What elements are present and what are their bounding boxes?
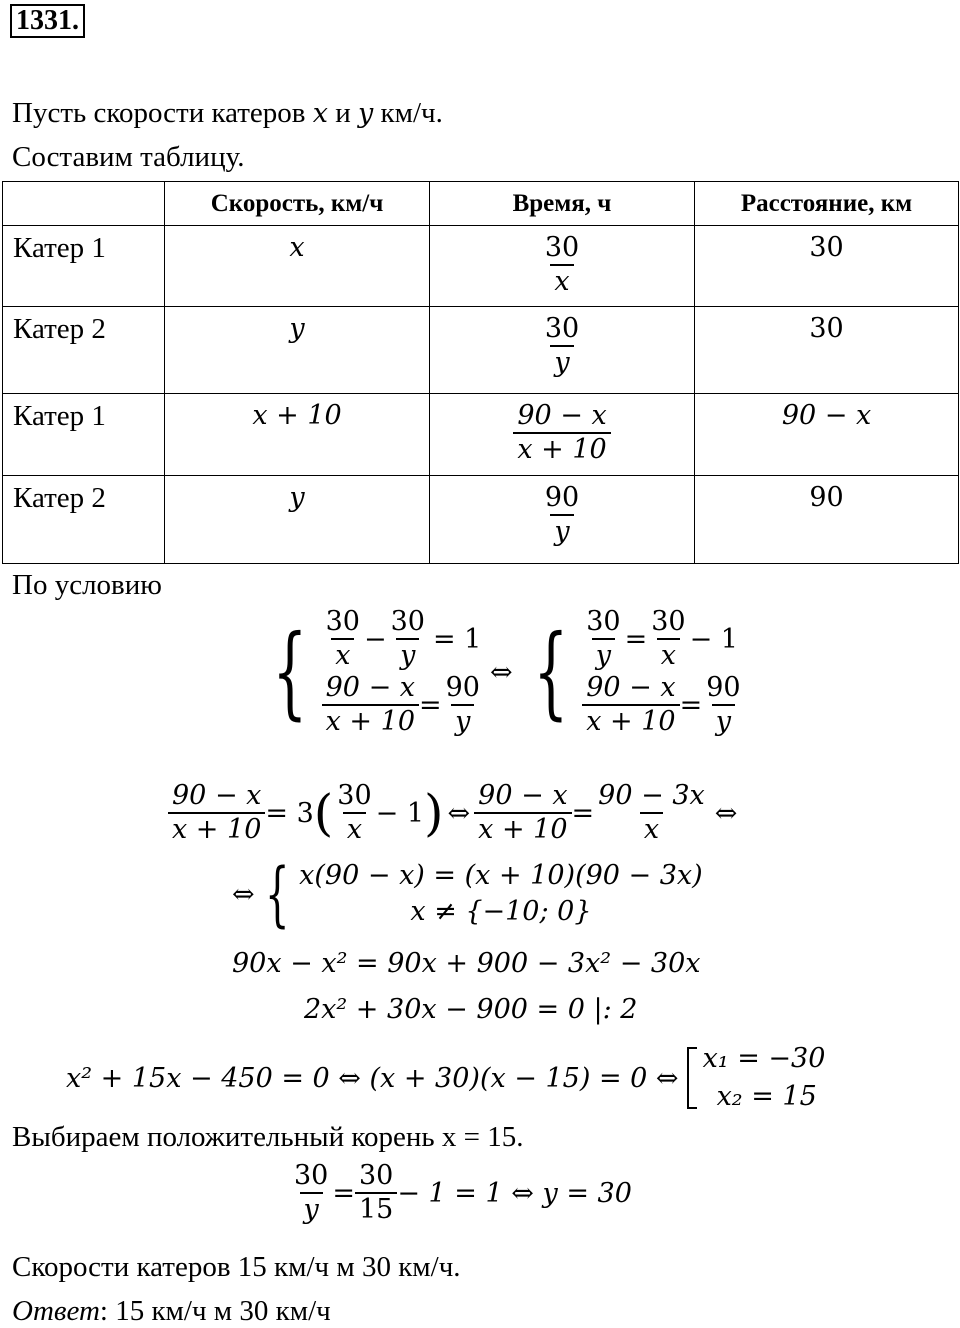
denominator: x + 10	[322, 704, 419, 738]
brace-icon: {	[532, 613, 568, 730]
boat-name: Катер 2	[3, 476, 165, 564]
iff-symbol: ⇔	[447, 797, 471, 829]
denominator: 15	[355, 1192, 397, 1226]
system-right	[582, 606, 744, 738]
numerator: 30	[337, 780, 372, 811]
intro-text: Пусть скорости катеров	[12, 97, 313, 129]
table-row	[3, 394, 959, 476]
fraction	[322, 606, 364, 672]
denominator: x + 10	[513, 432, 610, 466]
time-cell	[430, 226, 695, 307]
answer-text: : 15 км/ч м 30 км/ч	[99, 1295, 331, 1327]
speed-table	[2, 181, 959, 564]
denominator: y	[451, 704, 474, 738]
fraction	[168, 780, 265, 846]
time-fraction	[541, 482, 583, 548]
distance-cell: 30	[695, 307, 959, 394]
numerator: 30	[294, 1160, 329, 1191]
brace-icon: {	[272, 613, 308, 730]
fraction	[594, 780, 709, 846]
operator: =	[332, 1177, 355, 1209]
time-fraction	[513, 400, 610, 466]
system-left	[322, 606, 484, 738]
operator: =	[419, 689, 442, 721]
header-distance: Расстояние, км	[695, 182, 959, 226]
denominator: y	[300, 1192, 323, 1226]
fraction	[322, 672, 419, 738]
equation-tail: − 1 = 1 ⇔ y = 30	[397, 1177, 632, 1209]
iff-symbol: ⇔	[232, 878, 255, 910]
denominator: y	[396, 638, 419, 672]
intro-text: км/ч.	[373, 97, 443, 129]
speed-cell: x + 10	[165, 394, 430, 476]
denominator: x	[640, 812, 663, 846]
denominator: x + 10	[474, 812, 571, 846]
domain-system	[232, 853, 703, 935]
operator: −	[363, 623, 387, 655]
speed-cell: y	[165, 476, 430, 564]
final-equation	[290, 1160, 632, 1226]
equation-line	[582, 606, 744, 672]
iff-symbol: ⇔	[714, 797, 738, 829]
intro-line-1	[12, 96, 443, 131]
time-fraction	[541, 232, 583, 298]
distance-cell: 30	[695, 226, 959, 307]
numerator: 90 − x	[172, 780, 262, 811]
header-empty	[3, 182, 165, 226]
denominator: x	[331, 638, 354, 672]
time-fraction	[541, 313, 583, 379]
table-row	[3, 476, 959, 564]
fraction	[355, 1160, 397, 1226]
denominator: y	[712, 704, 735, 738]
table-header-row	[3, 182, 959, 226]
speed-cell: x	[165, 226, 430, 307]
intro-text: и	[327, 97, 359, 129]
condition-label: По условию	[12, 569, 162, 601]
var-y: y	[358, 98, 374, 129]
boat-name: Катер 1	[3, 226, 165, 307]
fraction	[387, 606, 429, 672]
fraction	[702, 672, 744, 738]
numerator: 90	[706, 672, 741, 703]
speed-cell: y	[165, 307, 430, 394]
numerator: 90	[544, 482, 580, 513]
system-lines	[299, 858, 703, 930]
numerator: 90 − x	[325, 672, 415, 703]
fraction	[442, 672, 484, 738]
fraction	[647, 606, 689, 672]
intro-line-2: Составим таблицу.	[12, 141, 245, 173]
equation-line: x(90 − x) = (x + 10)(90 − 3x)	[299, 860, 703, 891]
time-cell	[430, 307, 695, 394]
denominator: y	[592, 638, 615, 672]
distance-cell: 90 − x	[695, 394, 959, 476]
header-speed: Скорость, км/ч	[165, 182, 430, 226]
numerator: 30	[390, 606, 425, 637]
numerator: 90 − x	[517, 400, 607, 431]
root: x₂ = 15	[716, 1081, 817, 1112]
fraction	[333, 780, 375, 846]
numerator: 30	[586, 606, 621, 637]
bracket-icon	[687, 1047, 697, 1109]
equation-b: 2x² + 30x − 900 = 0 |: 2	[304, 994, 638, 1025]
operator: =	[571, 797, 595, 829]
conclusion-text: Скорости катеров 15 км/ч м 30 км/ч.	[12, 1251, 461, 1283]
paren: (	[313, 784, 334, 842]
denominator: y	[550, 345, 573, 379]
denominator: x	[550, 264, 573, 298]
numerator: 90 − 3x	[598, 780, 705, 811]
substitution-line	[168, 780, 737, 846]
time-cell	[430, 476, 695, 564]
numerator: 30	[358, 1160, 394, 1191]
fraction	[582, 672, 679, 738]
numerator: 30	[544, 232, 580, 263]
root: x₁ = −30	[702, 1043, 826, 1074]
denominator: x + 10	[168, 812, 265, 846]
header-time: Время, ч	[430, 182, 695, 226]
operator: =	[624, 623, 648, 655]
numerator: 90 − x	[478, 780, 568, 811]
equation-line	[582, 672, 744, 738]
table-row	[3, 307, 959, 394]
brace-icon: {	[264, 853, 290, 935]
roots	[703, 1040, 826, 1116]
boat-name: Катер 1	[3, 394, 165, 476]
equation-a: 90x − x² = 90x + 900 − 3x² − 30x	[232, 948, 701, 979]
equation-line: x ≠ {−10; 0}	[410, 896, 592, 927]
numerator: 30	[651, 606, 686, 637]
answer-label: Ответ	[12, 1295, 100, 1327]
equation-line	[322, 672, 484, 738]
denominator: x	[343, 812, 366, 846]
equation-line: x² + 15x − 450 = 0 ⇔ (x + 30)(x − 15) = 0 ⇔	[66, 1062, 679, 1094]
numerator: 90	[445, 672, 480, 703]
choose-root-text: Выбираем положительный корень x = 15.	[12, 1121, 524, 1153]
denominator: y	[550, 514, 573, 548]
operator: = 3	[265, 797, 314, 829]
fraction	[582, 606, 624, 672]
var-x: x	[312, 98, 328, 129]
paren: )	[424, 784, 444, 842]
fraction	[290, 1160, 332, 1226]
numerator: 90 − x	[586, 672, 676, 703]
distance-cell: 90	[695, 476, 959, 564]
problem-number: 1331.	[10, 4, 85, 38]
table-row	[3, 226, 959, 307]
iff-symbol: ⇔	[489, 656, 513, 688]
denominator: x + 10	[582, 704, 679, 738]
operator: − 1	[375, 797, 425, 829]
denominator: x	[657, 638, 680, 672]
equation-line	[322, 606, 484, 672]
operator: = 1	[432, 623, 482, 655]
operator: − 1	[689, 623, 738, 655]
numerator: 30	[325, 606, 360, 637]
fraction	[474, 780, 571, 846]
answer-line	[12, 1294, 331, 1328]
numerator: 30	[544, 313, 580, 344]
equation-system	[258, 606, 745, 738]
operator: =	[679, 689, 703, 721]
boat-name: Катер 2	[3, 307, 165, 394]
time-cell	[430, 394, 695, 476]
equation-c	[66, 1040, 825, 1116]
